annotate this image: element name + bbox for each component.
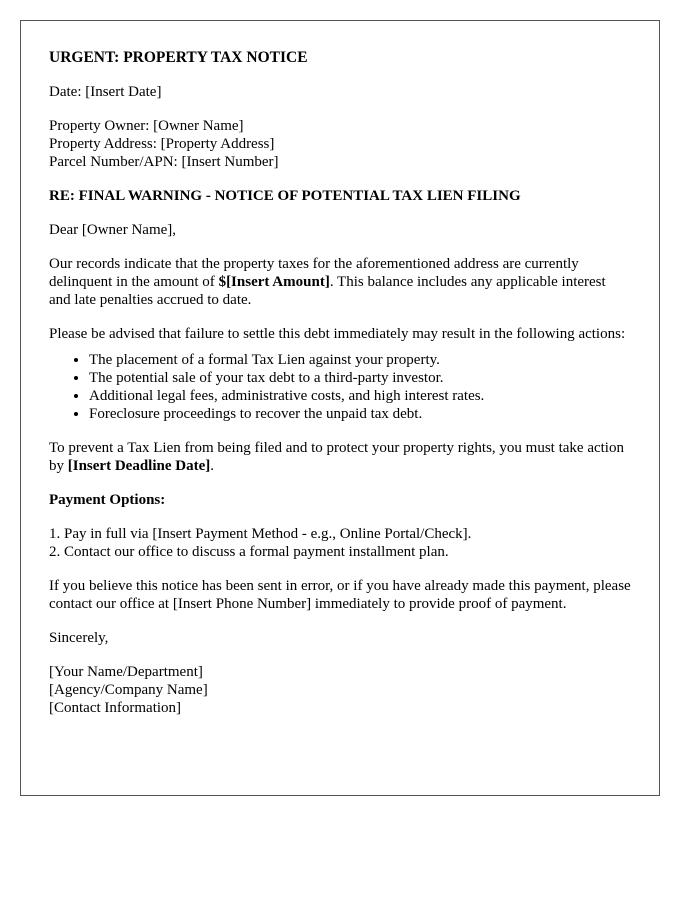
paragraph-deadline — [49, 439, 631, 475]
payment-options-list — [49, 525, 631, 561]
list-item: • The placement of a formal Tax Lien against your property. — [89, 351, 631, 369]
signature-contact: [Contact Information] — [49, 700, 182, 716]
notice-title: URGENT: PROPERTY TAX NOTICE — [49, 49, 308, 66]
deadline-date: [Insert Deadline Date] — [67, 458, 211, 474]
re-line: RE: FINAL WARNING - NOTICE OF POTENTIAL TAX LIEN FILING — [49, 188, 521, 204]
list-item: • The potential sale of your tax debt to a third-party investor. — [89, 369, 631, 387]
paragraph-deadline-text-2: . — [210, 458, 214, 474]
parcel-number-line: Parcel Number/APN: [Insert Number] — [49, 154, 279, 170]
signature-agency: [Agency/Company Name] — [49, 682, 208, 698]
payment-option-1: 1. Pay in full via [Insert Payment Method - e.g., Online Portal/Check]. — [49, 526, 472, 542]
signature-name: [Your Name/Department] — [49, 664, 203, 680]
paragraph-deadline-text-1: To prevent a Tax Lien from being filed and to protect your property rights, you must take action by — [49, 440, 624, 474]
owner-name-line: Property Owner: [Owner Name] — [49, 118, 244, 134]
closing: Sincerely, — [49, 630, 109, 646]
paragraph-delinquency-text-2: . This balance includes any applicable interest and late penalties accrued to date. — [49, 274, 606, 308]
salutation: Dear [Owner Name], — [49, 222, 177, 238]
paragraph-error-contact: If you believe this notice has been sent in error, or if you have already made this payment, please contact our office at [Insert Phone Number] immediately to provide proof of payment. — [49, 578, 631, 612]
consequences-list — [49, 351, 631, 423]
list-item: • Additional legal fees, administrative costs, and high interest rates. — [89, 387, 631, 405]
payment-option-2: 2. Contact our office to discuss a formal payment installment plan. — [49, 544, 449, 560]
paragraph-delinquency — [49, 255, 631, 309]
property-address-line: Property Address: [Property Address] — [49, 136, 275, 152]
owner-info-block — [49, 117, 631, 171]
paragraph-warning: Please be advised that failure to settle this debt immediately may result in the following actions: — [49, 326, 626, 342]
notice-date: Date: [Insert Date] — [49, 84, 162, 100]
tax-notice-letter — [20, 20, 660, 796]
paragraph-delinquency-text-1: Our records indicate that the property taxes for the aforementioned address are currently delinquent in the amount of — [49, 256, 579, 290]
signature-block — [49, 663, 631, 717]
list-item: • Foreclosure proceedings to recover the unpaid tax debt. — [89, 405, 631, 423]
payment-options-heading: Payment Options: — [49, 492, 166, 508]
amount-due: $[Insert Amount] — [218, 274, 330, 290]
